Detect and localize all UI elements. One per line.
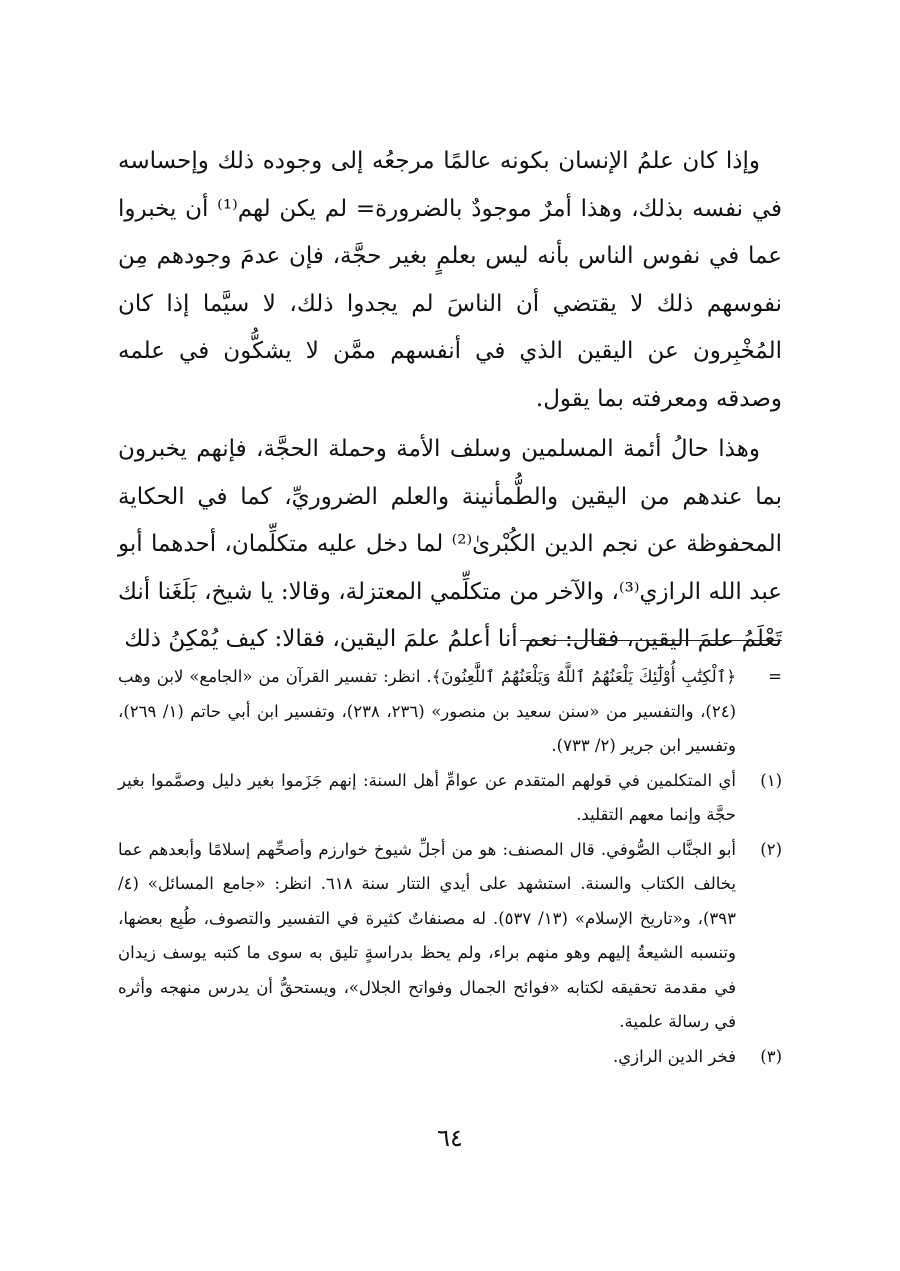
footnote-separator — [520, 640, 782, 641]
footnote-text: أي المتكلمين في قولهم المتقدم عن عوامِّ أهل السنة: إنهم جَزَموا بغير دليل وصمَّموا بغير حجَّة وإنما معهم التقليد. — [118, 770, 736, 824]
footnote-1 — [118, 764, 782, 833]
footnote-3 — [118, 1040, 782, 1075]
footnote-marker: (٣) — [760, 1046, 782, 1066]
footnote-continuation — [118, 660, 782, 764]
paragraph-1: وإذا كان علمُ الإنسان بكونه عالمًا مرجعُه إلى وجوده ذلك وإحساسه في نفسه بذلك، وهذا أمرٌ موجودٌ بالضرورة= لم يكن لهم⁽¹⁾ أن يخبروا عما في نفوس الناس بأنه ليس بعلمٍ بغير حجَّة، فإن عدمَ وجودهم مِن نفوسهم ذلك لا يقتضي أن الناسَ لم يجدوا ذلك، لا سيَّما إذا كان المُخْبِرون عن اليقين الذي في أنفسهم ممَّن لا يشكُّون في علمه وصدقه ومعرفته بما يقول. — [118, 148, 782, 412]
footnote-marker: = — [768, 667, 782, 686]
footnote-marker: (١) — [760, 770, 782, 790]
footnote-text: أبو الجنَّاب الصُّوفي. قال المصنف: هو من أجلِّ شيوخ خوارزم وأصحِّهم إسلامًا وأبعدهم عما يخالف الكتاب والسنة. استشهد على أيدي التتار سنة ٦١٨. انظر: «جامع المسائل» (٤/ ٣٩٣)، و«تاريخ الإسلام» (١٣/ ٥٣٧). له مصنفاتٌ كثيرة في التفسير والتصوف، طُبِع بعضها، وتنسبه الشيعةُ إليهم وهو منهم براء، ولم يحظ بدراسةٍ تليق به سوى ما كتبه يوسف زيدان في مقدمة تحقيقه لكتابه «فوائح الجمال وفواتح الجلال»، ويستحقُّ أن يدرس منهجه وأثره في رسالة علمية. — [118, 839, 737, 1031]
main-text-block — [118, 138, 782, 664]
page-number: ٦٤ — [437, 1124, 463, 1152]
footnotes — [118, 660, 782, 1074]
footnote-2 — [118, 833, 782, 1040]
paragraph-2: وهذا حالُ أئمة المسلمين وسلف الأمة وحملة الحجَّة، فإنهم يخبرون بما عندهم من اليقين والطُّمأنينة والعلم الضروريِّ، كما في الحكاية المحفوظة عن نجم الدين الكُبْرىٰ⁽²⁾ لما دخل عليه متكلِّمان، أحدهما أبو عبد الله الرازي⁽³⁾، والآخر من متكلِّمي المعتزلة، وقالا: يا شيخ، بَلَغَنا أنك تَعْلَمُ علمَ اليقين، فقال: نعم أنا أعلمُ علمَ اليقين، فقالا: كيف يُمْكِنُ ذلك — [118, 436, 782, 652]
footnote-marker: (٢) — [760, 839, 782, 859]
footnote-text: فخر الدين الرازي. — [613, 1046, 736, 1066]
footnote-text: ﴿ٱلْكِتَٰبِ أُوْلَٰٓئِكَ يَلْعَنُهُمُ ٱللَّهُ وَيَلْعَنُهُمُ ٱللَّٰعِنُونَ﴾. انظر: تفسير القرآن من «الجامع» لابن وهب (٢٤)، والتفسير من «سنن سعيد بن منصور» (٢٣٦، ٢٣٨)، وتفسير ابن أبي حاتم (١/ ٢٦٩)، وتفسير ابن جرير (٢/ ٧٣٣). — [118, 667, 737, 755]
